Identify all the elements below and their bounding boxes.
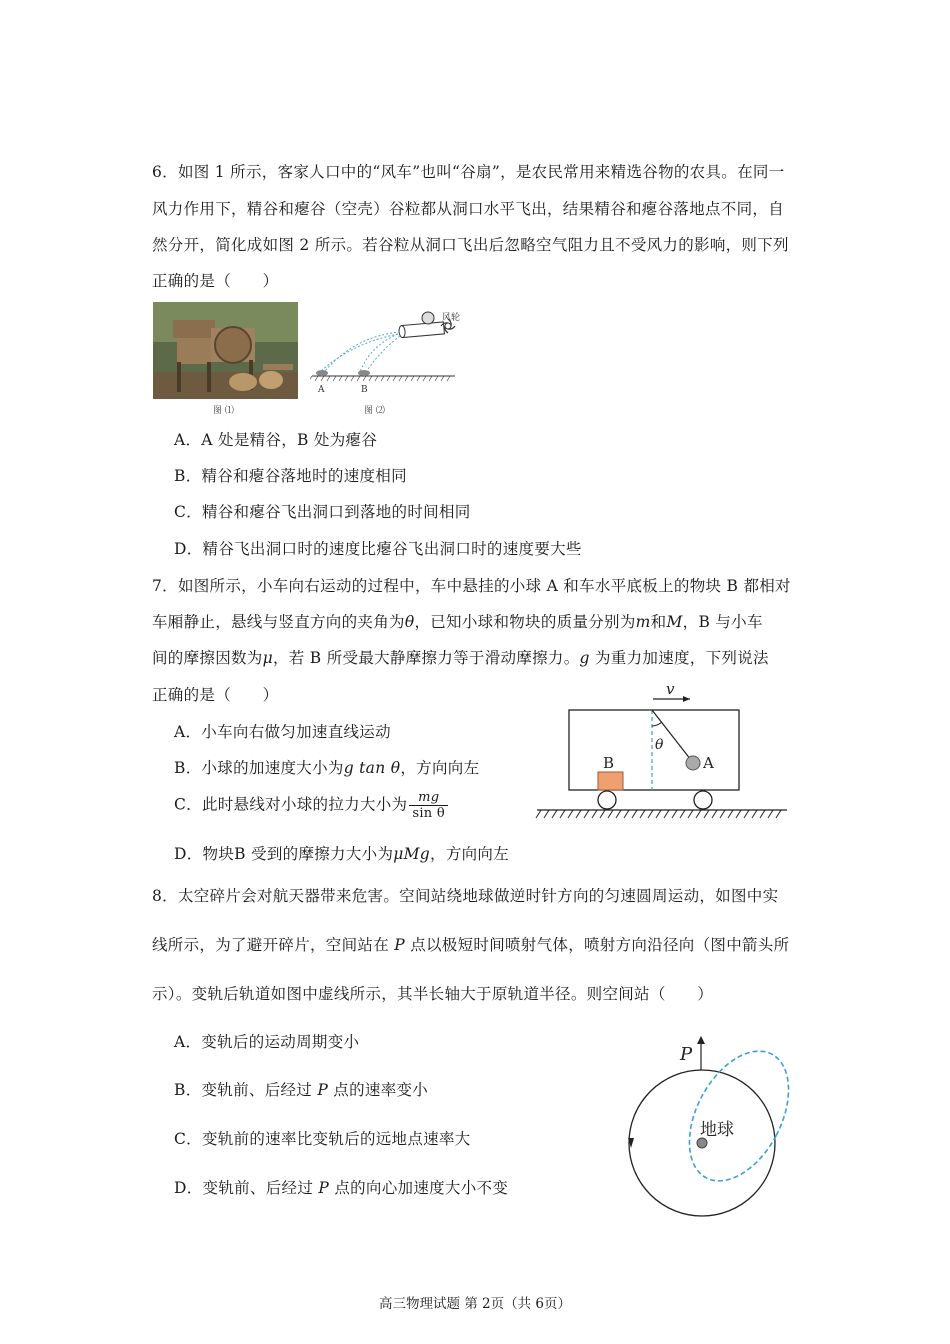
earth-label: 地球 — [700, 1120, 734, 1140]
q7-line-1: 7．如图所示，小车向右运动的过程中，车中悬挂的小球 A 和车水平底板上的物块 B 都相对 — [152, 577, 791, 595]
q8-line-3: 示）。变轨后轨道如图中虚线所示，其半长轴大于原轨道半径。则空间站（ ） — [152, 985, 714, 1003]
grain-trajectory-diagram — [310, 306, 470, 398]
winnowing-machine-photo — [153, 302, 298, 399]
q6-line-3: 然分开，简化成如图 2 所示。若谷粒从洞口飞出后忽略空气阻力且不受风力的影响，则下列 — [152, 236, 789, 254]
q6-option-a: A．A 处是精谷，B 处为瘪谷 — [174, 431, 378, 449]
figure-1-caption: 图 ⑴ — [213, 406, 234, 416]
q6-option-d: D．精谷飞出洞口时的速度比瘪谷飞出洞口时的速度要大些 — [174, 540, 582, 558]
page-footer: 高三物理试题 第 2页（共 6页） — [378, 1296, 572, 1312]
q7-line-3: 间的摩擦因数为μ，若 B 所受最大静摩擦力等于滑动摩擦力。g 为重力加速度，下列说法 — [152, 649, 769, 667]
orbit-diagram — [615, 1030, 800, 1225]
q6-line-1: 6．如图 1 所示，客家人口中的“风车”也叫“谷扇”，是农民常用来精选谷物的农具。在同一 — [152, 163, 785, 181]
q8-option-a: A．变轨后的运动周期变小 — [174, 1033, 360, 1051]
point-a-label: A — [318, 385, 325, 395]
q7-line-2: 车厢静止，悬线与竖直方向的夹角为θ，已知小球和物块的质量分别为m和M，B 与小车 — [152, 613, 763, 631]
q7-line-4: 正确的是（ ） — [152, 686, 279, 704]
thrust-arrow-icon — [697, 1036, 705, 1044]
q6-line-4: 正确的是（ ） — [152, 272, 279, 290]
q8-line-1: 8．太空碎片会对航天器带来危害。空间站绕地球做逆时针方向的匀速圆周运动，如图中实 — [152, 887, 779, 905]
q7-option-d: D．物块B 受到的摩擦力大小为μMg，方向向左 — [174, 845, 510, 863]
ball-a-label: A — [703, 754, 714, 772]
point-p-label: P — [680, 1044, 693, 1065]
cart-pendulum-diagram — [535, 680, 790, 825]
q6-line-2: 风力作用下，精谷和瘪谷（空壳）谷粒都从洞口水平飞出，结果精谷和瘪谷落地点不同，自 — [152, 200, 785, 218]
figure-2-caption: 图 ⑵ — [364, 406, 385, 416]
block-b-label: B — [603, 754, 615, 772]
q8-line-2: 线所示，为了避开碎片，空间站在 P 点以极短时间喷射气体，喷射方向沿径向（图中箭头所 — [152, 936, 790, 954]
q8-option-d: D．变轨前、后经过 P 点的向心加速度大小不变 — [174, 1179, 509, 1197]
q7-option-c: C．此时悬线对小球的拉力大小为 $\frac{mg}{\text{sin θ}}$ — [174, 790, 450, 821]
q7-option-a: A．小车向右做匀加速直线运动 — [174, 723, 391, 741]
velocity-label: v — [666, 680, 675, 698]
velocity-arrow-icon — [683, 696, 690, 702]
q8-option-b: B．变轨前、后经过 P 点的速率变小 — [174, 1081, 429, 1099]
point-b-label: B — [361, 385, 368, 395]
q6-option-c: C．精谷和瘪谷飞出洞口到落地的时间相同 — [174, 503, 471, 521]
q7-option-b: B．小球的加速度大小为g tan θ，方向向左 — [174, 759, 480, 777]
angle-theta-label: θ — [655, 737, 664, 753]
q8-option-c: C．变轨前的速率比变轨后的远地点速率大 — [174, 1130, 471, 1148]
q6-option-b: B．精谷和瘪谷落地时的速度相同 — [174, 467, 407, 485]
wind-wheel-label: 风轮 — [442, 313, 461, 323]
tension-fraction: $\frac{mg}{\text{sin θ}}$ — [409, 790, 448, 821]
